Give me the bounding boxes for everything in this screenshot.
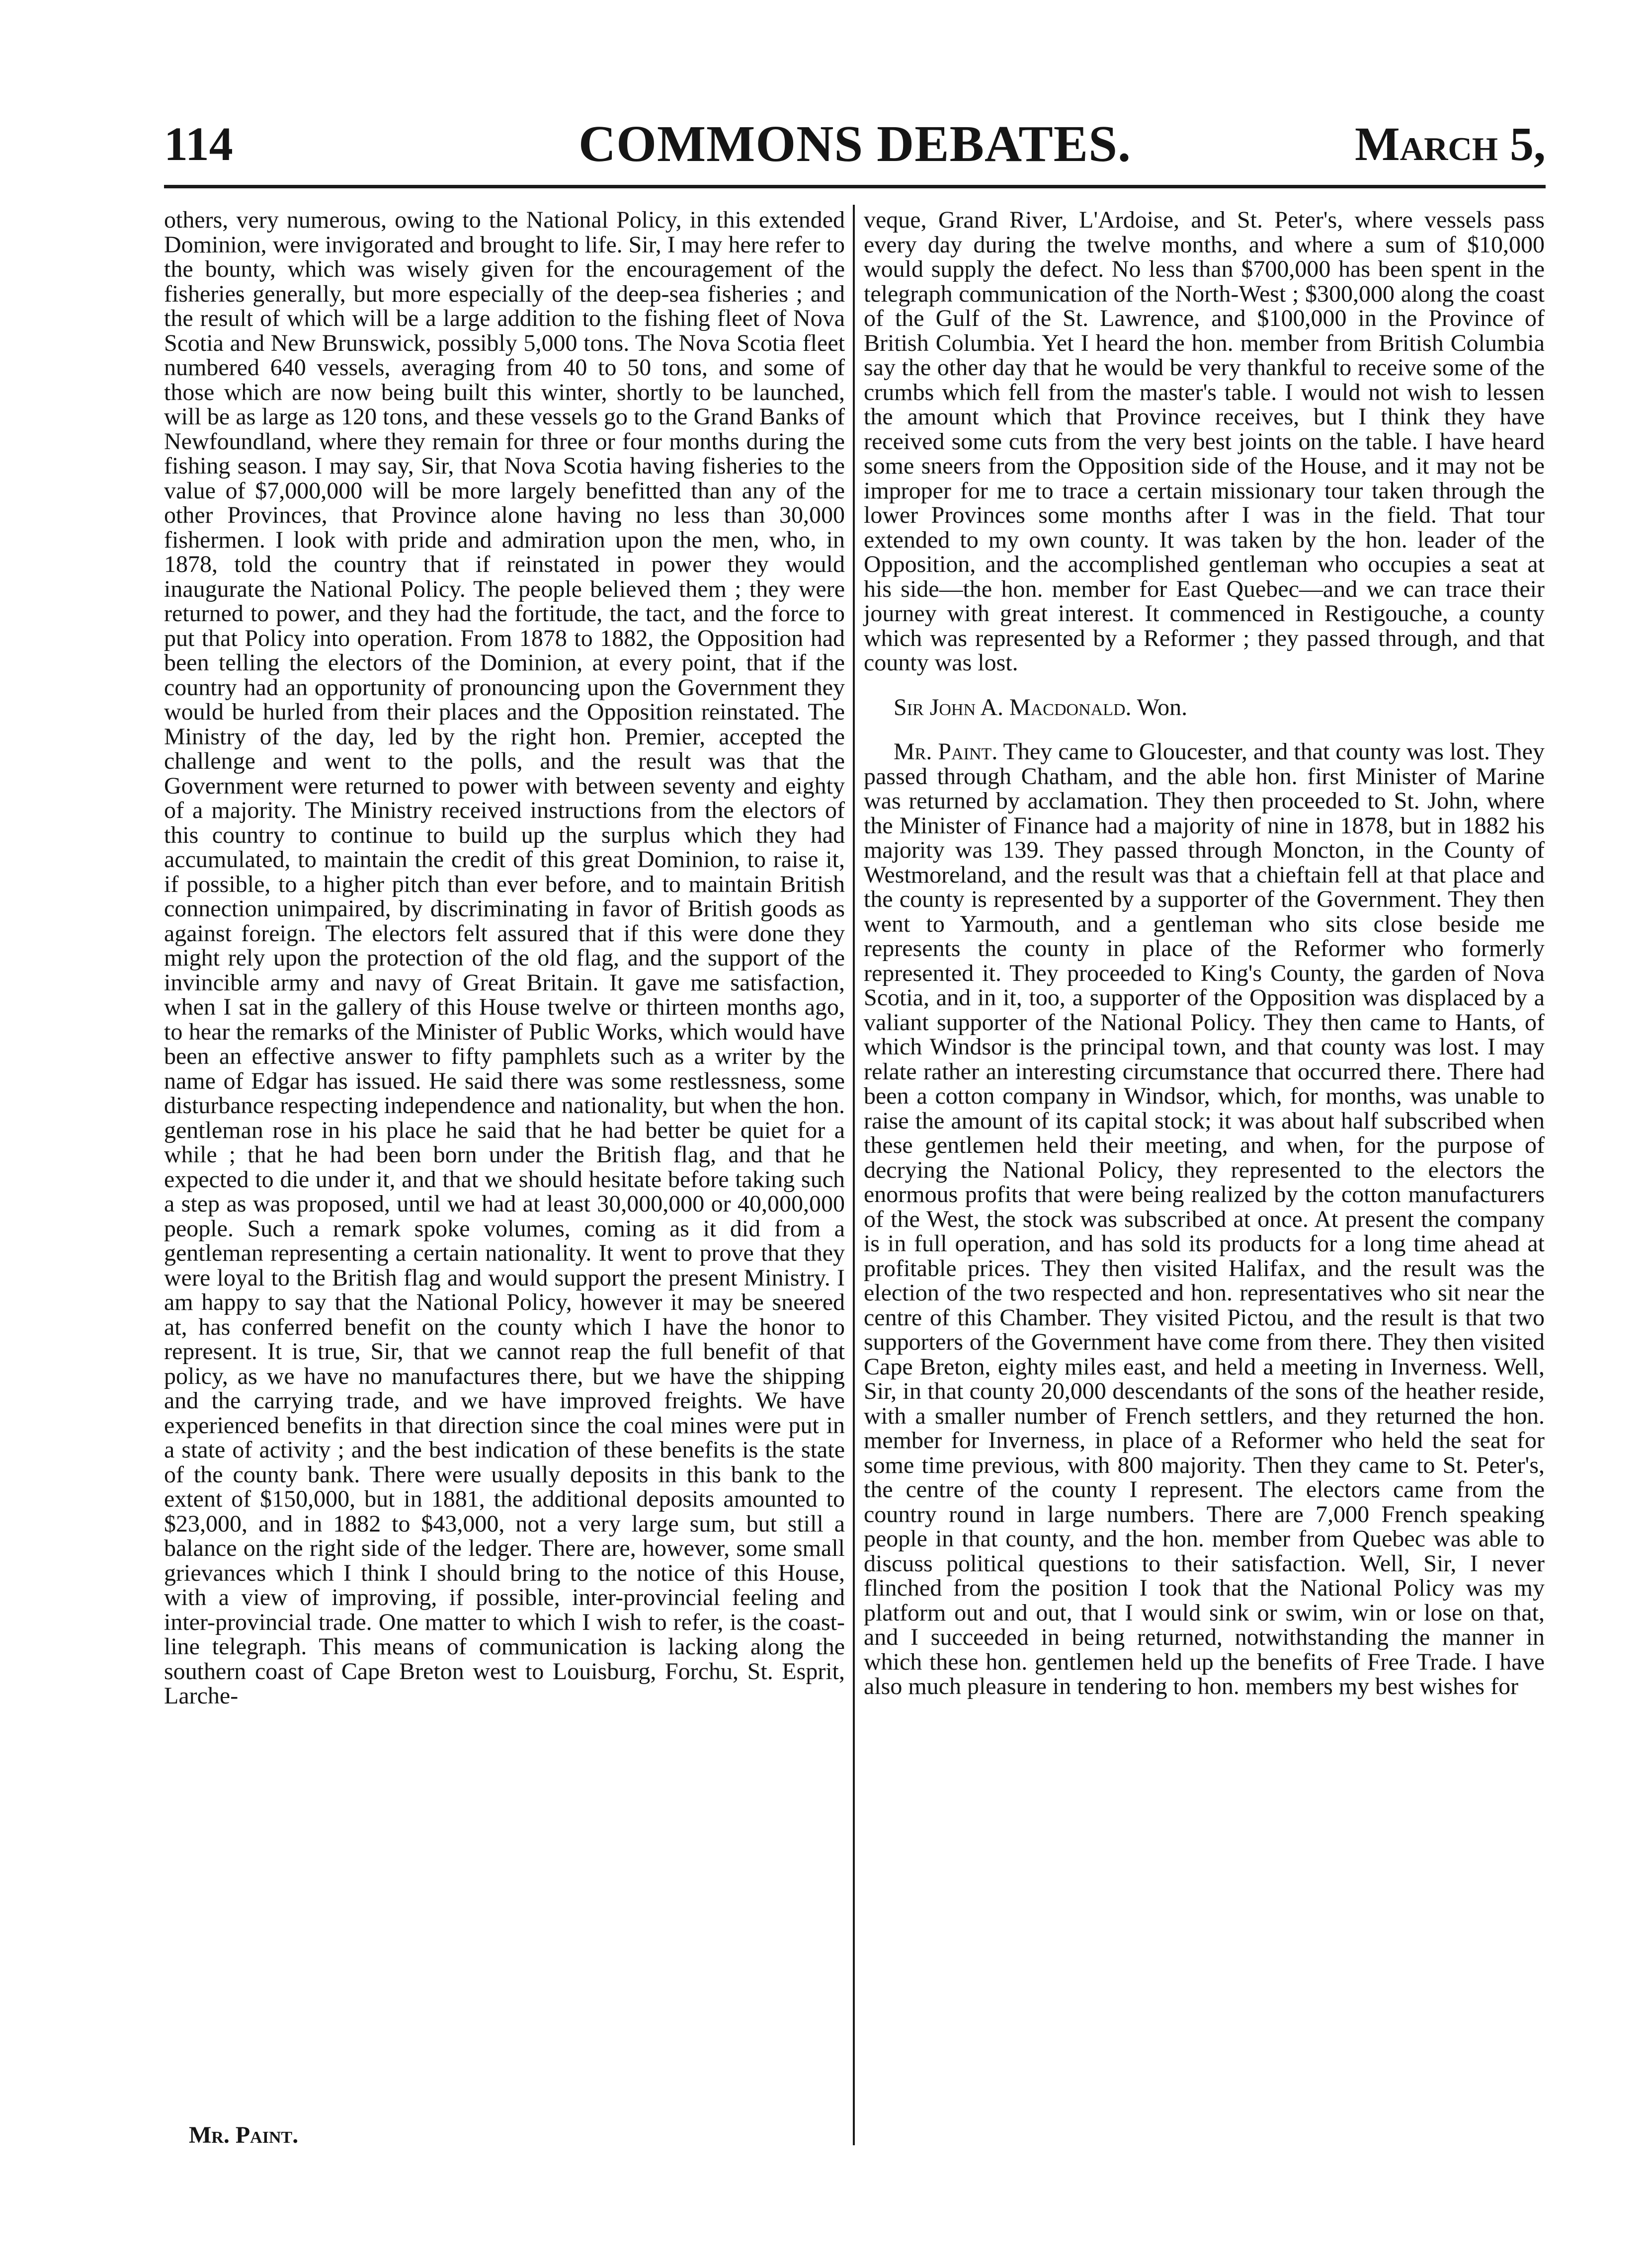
footer-speaker: Mr. Paint. bbox=[189, 2122, 299, 2148]
right-paragraph-1: veque, Grand River, L'Ardoise, and St. Peter's, where vessels pass every day during the twelve months, and where a sum of $10,000 would supply the defect. No less than $700,000 has been spent in the telegraph communication of the North-West ; $300,000 along the coast of the Gulf of the St. Lawrence, and $100,000 in the Province of British Columbia. Yet I heard the hon. member from British Columbia say the other day that he would be very thankful to receive some of the crumbs which fell from the master's table. I would not wish to lessen the amount which that Province receives, but I think they have received some cuts from the very best joints on the table. I have heard some sneers from the Opposition side of the House, and it may not be improper for me to trace a certain missionary tour taken through the lower Provinces some months after I was in the field. That tour extended to my own county. It was taken by the hon. leader of the Opposition, and the accomplished gentleman who occupies a seat at his side—the hon. member for East Quebec—and we can trace their journey with great interest. It commenced in Restigouche, a county which was represented by a Reformer ; they passed through, and that county was lost. bbox=[864, 207, 1545, 676]
left-paragraph: others, very numerous, owing to the National Policy, in this extended Dominion, were invigorated and brought to life. Sir, I may here refer to the bounty, which was wisely given for the encouragement of the fisheries generally, but more especially of the deep-sea fisheries ; and the result of which will be a large addition to the fishing fleet of Nova Scotia and New Brunswick, possibly 5,000 tons. The Nova Scotia fleet numbered 640 vessels, averaging from 40 to 50 tons, and some of those which are now being built this winter, shortly to be launched, will be as large as 120 tons, and these vessels go to the Grand Banks of Newfoundland, where they remain for three or four months during the fishing season. I may say, Sir, that Nova Scotia having fisheries to the value of $7,000,000 will be more largely benefitted than any of the other Provinces, that Province alone having no less than 30,000 fishermen. I look with pride and admiration upon the men, who, in 1878, told the country that if reinstated in power they would inaugurate the National Policy. The people believed them ; they were returned to power, and they had the fortitude, the tact, and the force to put that Policy into operation. From 1878 to 1882, the Opposition had been telling the electors of the Dominion, at every point, that if the country had an opportunity of pronouncing upon the Government they would be hurled from their places and the Opposition reinstated. The Ministry of the day, led by the right hon. Premier, accepted the challenge and went to the polls, and the result was that the Government were returned to power with between seventy and eighty of a majority. The Ministry received instructions from the electors of this country to continue to build up the surplus which they had accumulated, to maintain the credit of this great Dominion, to raise it, if possible, to a higher pitch than ever before, and to maintain British connection unimpaired, by discriminating in favor of British goods as against foreign. The electors felt assured that if this were done they might rely upon the protection of the old flag, and the support of the invincible army and navy of Great Britain. It gave me satisfaction, when I sat in the gallery of this House twelve or thirteen months ago, to hear the remarks of the Minister of Public Works, which would have been an effective answer to fifty pamphlets such as a writer by the name of Edgar has issued. He said there was some restlessness, some disturbance respecting independence and nationality, but when the hon. gentleman rose in his place he said that he had better be quiet for a while ; that he had been born under the British flag, and that he expected to die under it, and that we should hesitate before taking such a step as was proposed, until we had at least 30,000,000 or 40,000,000 people. Such a remark spoke volumes, coming as it did from a gentleman representing a certain nationality. It went to prove that they were loyal to the British flag and would support the present Ministry. I am happy to say that the National Policy, however it may be sneered at, has conferred benefit on the county which I have the honor to represent. It is true, Sir, that we cannot reap the full benefit of that policy, as we have no manufactures there, but we have the shipping and the carrying trade, and we have improved freights. We have experienced benefits in that direction since the coal mines were put in a state of activity ; and the best indication of these benefits is the state of the county bank. There were usually deposits in this bank to the extent of $150,000, but in 1881, the additional deposits amounted to $23,000, and in 1882 to $43,000, not a very large sum, but still a balance on the right side of the ledger. There are, however, some small grievances which I think I should bring to the notice of this House, with a view of improving, if possible, inter-provincial feeling and inter-provincial trade. One matter to which I wish to refer, is the coast-line telegraph. This means of communication is lacking along the southern coast of Cape Breton west to Louisburg, Forchu, St. Esprit, Larche- bbox=[164, 207, 845, 1709]
speaker-name: Mr. Paint. bbox=[894, 738, 998, 765]
page-date: March 5, bbox=[1355, 117, 1546, 170]
header-rule bbox=[164, 185, 1546, 188]
column-divider bbox=[853, 205, 855, 2145]
page-title: COMMONS DEBATES. bbox=[578, 115, 1131, 172]
page-number: 114 bbox=[164, 117, 233, 170]
right-paragraph-2 bbox=[864, 739, 1545, 1699]
page-header bbox=[164, 117, 1546, 171]
right-column bbox=[864, 208, 1545, 1699]
speech-text: They came to Gloucester, and that county was lost. They passed through Chatham, and the able hon. first Minister of Marine was returned by acclamation. They then proceeded to St. John, where the Minister of Finance had a majority of nine in 1878, but in 1882 his majority was 139. They passed through Moncton, in the County of Westmoreland, and the result was that a chieftain fell at that place and the county is represented by a supporter of the Government. They then went to Yarmouth, and a gentleman who sits close beside me represents the county in place of the Reformer who formerly represented it. They proceeded to King's County, the garden of Nova Scotia, and in it, too, a supporter of the Opposition was displaced by a valiant supporter of the National Policy. They then came to Hants, of which Windsor is the principal town, and that county was lost. I may relate rather an interesting circumstance that occurred there. There had been a cotton company in Windsor, which, for months, was unable to raise the amount of its capital stock; it was about half subscribed when these gentlemen held their meeting, and when, for the purpose of decrying the National Policy, they represented to the electors the enormous profits that were being realized by the cotton manufacturers of the West, the stock was subscribed at once. At present the company is in full operation, and has sold its products for a long time ahead at profitable prices. They then visited Halifax, and the result was the election of the two respected and hon. representatives who sit near the centre of this Chamber. They visited Pictou, and the result is that two supporters of the Government have come from there. They then visited Cape Breton, eighty miles east, and held a meeting in Inverness. Well, Sir, in that county 20,000 descendants of the sons of the heather reside, with a smaller number of French settlers, and they returned the hon. member for Inverness, in place of a Reformer who held the seat for some time previous, with 800 majority. Then they came to St. Peter's, the centre of the county I represent. The electors came from the country round in large numbers. There are 7,000 French speaking people in that county, and the hon. member from Quebec was able to discuss political questions to their satisfaction. Well, Sir, I never flinched from the position I took that the National Policy was my platform out and out, that I would sink or swim, win or lose on that, and I succeeded in being returned, notwithstanding the manner in which these hon. gentlemen held up the benefits of Free Trade. I have also much pleasure in tendering to hon. members my best wishes for bbox=[864, 738, 1545, 1700]
interjection bbox=[864, 695, 1545, 720]
left-column bbox=[164, 208, 845, 1708]
interjection-speaker: Sir John A. Macdonald. bbox=[894, 694, 1132, 721]
interjection-text: Won. bbox=[1137, 694, 1188, 721]
